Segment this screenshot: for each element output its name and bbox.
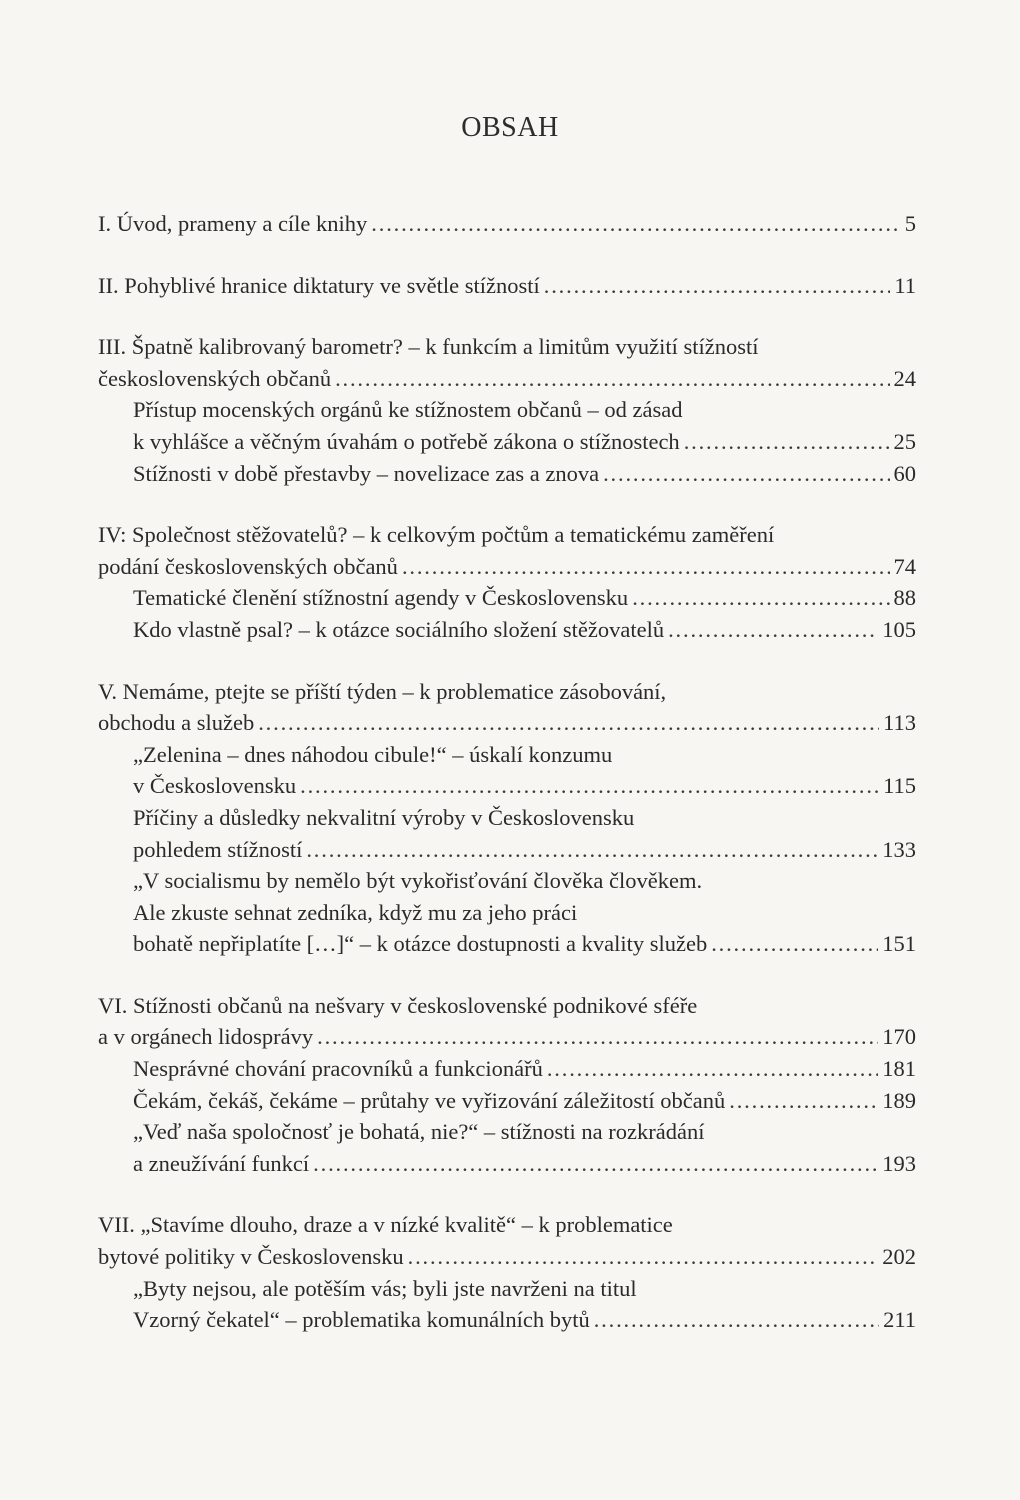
toc-subentry-6a[interactable] <box>98 1053 916 1085</box>
toc-entry-line: IV: Společnost stěžovatelů? – k celkovým počtům a tematickému zaměření <box>98 522 775 548</box>
dot-leader <box>544 270 891 302</box>
toc-entry-line: VII. „Stavíme dlouho, draze a v nízké kvalitě“ – k problematice <box>98 1212 673 1238</box>
toc-entry-line: „Veď naša spoločnosť je bohatá, nie?“ – stížnosti na rozkrádání <box>133 1119 705 1145</box>
dot-leader <box>313 1148 878 1180</box>
toc-entry-line: V. Nemáme, ptejte se příští týden – k problematice zásobování, <box>98 678 667 704</box>
toc-entry-text: Kdo vlastně psal? – k otázce sociálního složení stěžovatelů <box>133 616 665 642</box>
dot-leader <box>317 1021 878 1053</box>
toc-entry-line: Přístup mocenských orgánů ke stížnostem občanů – od zásad <box>133 397 683 423</box>
dot-leader <box>729 1085 878 1117</box>
toc-subentry-5a[interactable] <box>98 739 916 802</box>
toc-entry-text: Vzorný čekatel“ – problematika komunálních bytů <box>133 1307 590 1333</box>
toc-entry-text: I. Úvod, prameny a cíle knihy <box>98 211 368 236</box>
section-gap <box>98 489 916 519</box>
toc-page-number: 60 <box>893 460 916 486</box>
toc-subentry-5c[interactable] <box>98 865 916 960</box>
toc-subentry-4a[interactable] <box>98 582 916 614</box>
dot-leader <box>603 458 889 490</box>
toc-subentry-7a[interactable] <box>98 1273 916 1336</box>
toc-page-number: 193 <box>882 1150 916 1176</box>
toc-entry-text: obchodu a služeb <box>98 710 255 736</box>
toc-entry-chapter-4[interactable] <box>98 519 916 582</box>
toc-subentry-3a[interactable] <box>98 394 916 457</box>
toc-page-number: 74 <box>893 553 916 579</box>
toc-page-number: 5 <box>904 211 916 236</box>
dot-leader <box>684 426 890 458</box>
section-gap <box>98 960 916 990</box>
section-gap <box>98 646 916 676</box>
toc-entry-text: bohatě nepřiplatíte […]“ – k otázce dostupnosti a kvality služeb <box>133 931 708 957</box>
toc-entry-text: československých občanů <box>98 365 332 391</box>
toc-page-number: 170 <box>882 1024 916 1050</box>
toc-entry-text: II. Pohyblivé hranice diktatury ve světle stížností <box>98 272 540 298</box>
toc-subentry-3b[interactable] <box>98 458 916 490</box>
toc-subentry-6c[interactable] <box>98 1116 916 1179</box>
dot-leader <box>668 614 878 646</box>
toc-entry-line: Příčiny a důsledky nekvalitní výroby v Československu <box>133 804 635 830</box>
dot-leader <box>335 363 889 395</box>
dot-leader <box>371 208 900 240</box>
toc-entry-text: bytové politiky v Československu <box>98 1244 404 1270</box>
toc-entry-text: Tematické členění stížnostní agendy v Československu <box>133 585 629 611</box>
table-of-contents <box>98 208 916 1336</box>
toc-entry-chapter-7[interactable] <box>98 1209 916 1272</box>
toc-entry-chapter-2[interactable] <box>98 270 916 302</box>
toc-entry-text: v Československu <box>133 773 297 799</box>
toc-page-number: 189 <box>882 1087 916 1113</box>
toc-entry-text: k vyhlášce a věčným úvahám o potřebě zákona o stížnostech <box>133 428 680 454</box>
toc-entry-line: Ale zkuste sehnat zedníka, když mu za jeho práci <box>133 899 578 925</box>
dot-leader <box>402 551 890 583</box>
toc-entry-text: podání československých občanů <box>98 553 398 579</box>
toc-page-number: 211 <box>883 1307 916 1333</box>
section-gap <box>98 240 916 270</box>
toc-entry-line: VI. Stížnosti občanů na nešvary v československé podnikové sféře <box>98 992 698 1018</box>
toc-page-number: 105 <box>882 616 916 642</box>
toc-page-number: 133 <box>882 836 916 862</box>
toc-entry-line: „Byty nejsou, ale potěším vás; byli jste navrženi na titul <box>133 1275 637 1301</box>
toc-page-number: 202 <box>882 1244 916 1270</box>
toc-entry-text: a zneužívání funkcí <box>133 1150 310 1176</box>
section-gap <box>98 1179 916 1209</box>
toc-entry-chapter-5[interactable] <box>98 676 916 739</box>
dot-leader <box>632 582 889 614</box>
toc-entry-line: „Zelenina – dnes náhodou cibule!“ – úskalí konzumu <box>133 741 613 767</box>
dot-leader <box>300 770 879 802</box>
dot-leader <box>711 928 878 960</box>
toc-entry-text: pohledem stížností <box>133 836 303 862</box>
toc-page-number: 88 <box>893 585 916 611</box>
toc-subentry-5b[interactable] <box>98 802 916 865</box>
toc-page-number: 181 <box>882 1056 916 1082</box>
toc-entry-text: Stížnosti v době přestavby – novelizace zas a znova <box>133 460 600 486</box>
dot-leader <box>258 707 879 739</box>
toc-page-number: 11 <box>894 272 916 298</box>
toc-entry-chapter-1[interactable] <box>98 208 916 240</box>
toc-entry-text: a v orgánech lidosprávy <box>98 1024 314 1050</box>
toc-subentry-6b[interactable] <box>98 1085 916 1117</box>
toc-entry-chapter-3[interactable] <box>98 331 916 394</box>
toc-entry-text: Nesprávné chování pracovníků a funkcionářů <box>133 1056 543 1082</box>
toc-entry-line: III. Špatně kalibrovaný barometr? – k funkcím a limitům využití stížností <box>98 334 759 360</box>
dot-leader <box>306 834 878 866</box>
toc-page-number: 24 <box>893 365 916 391</box>
toc-page-number: 113 <box>883 710 916 736</box>
toc-entry-text: Čekám, čekáš, čekáme – průtahy ve vyřizování záležitostí občanů <box>133 1087 726 1113</box>
dot-leader <box>408 1241 879 1273</box>
toc-entry-line: „V socialismu by nemělo být vykořisťování člověka člověkem. <box>133 868 703 894</box>
toc-page-number: 25 <box>893 428 916 454</box>
toc-subentry-4b[interactable] <box>98 614 916 646</box>
toc-page-number: 151 <box>882 931 916 957</box>
section-gap <box>98 301 916 331</box>
toc-entry-chapter-6[interactable] <box>98 990 916 1053</box>
toc-page-number: 115 <box>883 773 916 799</box>
page-title: OBSAH <box>461 112 559 143</box>
dot-leader <box>594 1304 879 1336</box>
dot-leader <box>547 1053 878 1085</box>
